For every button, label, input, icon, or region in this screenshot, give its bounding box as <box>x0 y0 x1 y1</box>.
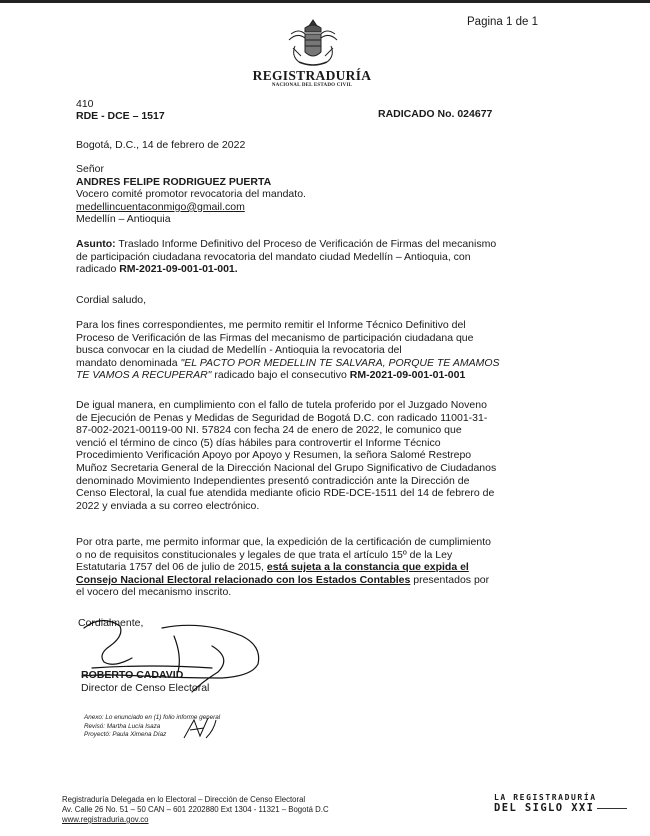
footer-slogan <box>494 793 627 814</box>
colombian-coat-of-arms-icon <box>285 18 341 68</box>
slogan-rule <box>597 808 627 809</box>
recipient-email-link[interactable]: medellincuentaconmigo@gmail.com <box>76 200 245 213</box>
subject-radicado: RM-2021-09-001-01-001. <box>119 263 238 276</box>
brand-subtitle: NACIONAL DEL ESTADO CIVIL <box>271 83 353 88</box>
p1-mechanism-name: "EL PACTO POR MEDELLIN TE SALVARA, PORQUE TE AMAMOS <box>180 356 500 369</box>
greeting: Cordial saludo, <box>76 294 147 306</box>
p1-line-4-prefix: mandato denominada <box>76 356 181 369</box>
brand-name: REGISTRADURÍA <box>252 68 372 83</box>
p2-line-4: venció el término de cinco (5) días hábiles para controvertir el Informe Técnico <box>76 436 441 449</box>
signatory-name: ROBERTO CADAVID <box>81 669 184 681</box>
p3-condition-1: está sujeta a la constancia que expida el <box>266 561 469 574</box>
p3-line-5: el vocero del mecanismo inscrito. <box>76 586 232 599</box>
slogan-top: LA REGISTRADURÍA <box>494 793 597 802</box>
p2-line-2: de Ejecución de Penas y Medidas de Seguridad de Bogotá D.C. con radicado 11001-31- <box>76 411 488 424</box>
p2-line-3: 87-002-2021-00119-00 NI. 57824 con fecha 24 de enero de 2022, le comunico que <box>76 424 462 437</box>
p2-line-9: 2022 y enviada a su correo electrónico. <box>76 499 260 512</box>
closing: Cordialmente, <box>78 617 144 629</box>
p3-line-1: Por otra parte, me permito informar que, la expedición de la certificación de cumplimiento <box>76 536 491 548</box>
recipient-name: ANDRES FELIPE RODRIGUEZ PUERTA <box>76 175 272 188</box>
p3-condition-2: Consejo Nacional Electoral relacionado con los Estados Contables <box>76 573 411 586</box>
subject-line-2: de participación ciudadana revocatoria del mandato ciudad Medellín – Antioquia, con <box>76 250 471 263</box>
paragraph-1 <box>76 319 552 382</box>
p3-line-3-prefix: Estatutaria 1757 del 06 de julio de 2015, <box>76 561 267 574</box>
reference-code: RDE - DCE – 1517 <box>76 110 165 122</box>
footer-website-link[interactable]: www.registraduria.gov.co <box>62 815 149 824</box>
letter-date: Bogotá, D.C., 14 de febrero de 2022 <box>76 139 246 151</box>
reference-number: 410 <box>76 98 94 110</box>
recipient-role: Vocero comité promotor revocatoria del mandato. <box>76 188 306 201</box>
page-number: Pagina 1 de 1 <box>467 16 538 28</box>
annotation-anexo: Anexo: Lo enunciado en (1) folio informe general <box>84 714 221 721</box>
p3-line-2: o no de requisitos constitucionales y legales de que trata el artículo 15º de la Ley <box>76 548 453 561</box>
paragraph-3 <box>76 536 552 599</box>
p2-line-8: Censo Electoral, la cual fue atendida mediante oficio RDE-DCE-1511 del 14 de febrero de <box>76 487 495 500</box>
recipient-salutation: Señor <box>76 163 105 175</box>
subject-label: Asunto: <box>76 238 116 250</box>
initials-mark <box>180 714 220 744</box>
p1-mechanism-name-end: TE VAMOS A RECUPERAR" <box>76 369 212 382</box>
subject-line-1: Traslado Informe Definitivo del Proceso de Verificación de Firmas del mecanismo <box>118 238 497 250</box>
annotation-reviso: Revisó: Martha Lucía Isaza <box>84 722 161 730</box>
subject-block <box>76 238 552 276</box>
annotation-proyecto: Proyectó: Paula Ximena Díaz <box>84 731 167 739</box>
p1-line-2: Proceso de Verificación de las Firmas del mecanismo de participación ciudadana que <box>76 331 474 344</box>
handwritten-signature <box>62 606 292 716</box>
p1-line-1: Para los fines correspondientes, me permito remitir el Informe Técnico Definitivo del <box>76 319 466 331</box>
p2-line-5: Procedimiento Verificación Apoyo por Apoyo y Resumen, la señora Salomé Restrepo <box>76 449 472 462</box>
footer-line-1: Registraduría Delegada en lo Electoral – Dirección de Censo Electoral <box>62 795 306 804</box>
subject-line-3-prefix: radicado <box>76 263 120 276</box>
recipient-city: Medellín – Antioquia <box>76 213 171 226</box>
radicado-number: RADICADO No. 024677 <box>378 108 493 120</box>
footer-address <box>62 795 329 825</box>
recipient-block <box>76 163 306 226</box>
p1-line-3: busca convocar en la ciudad de Medellín - Antioquia la revocatoria del <box>76 344 402 357</box>
paragraph-2 <box>76 399 552 512</box>
p1-radicado: RM-2021-09-001-01-001 <box>349 369 466 382</box>
signatory-title: Director de Censo Electoral <box>81 682 210 694</box>
p2-line-1: De igual manera, en cumplimiento con el fallo de tutela proferido por el Juzgado Noveno <box>76 399 487 411</box>
footer-line-2: Av. Calle 26 No. 51 – 50 CAN – 601 2202880 Ext 1304 - 11321 – Bogotá D.C <box>62 805 329 814</box>
top-border <box>0 0 650 3</box>
p2-line-6: Muñoz Secretaria General de la Dirección Nacional del Grupo Significativo de Ciudadanos <box>76 461 497 474</box>
p2-line-7: denominado Movimiento Independientes presentó contradicción ante la Dirección de <box>76 474 470 487</box>
letterhead-brand <box>252 68 372 88</box>
p3-line-4-suffix: presentados por <box>410 573 490 586</box>
p1-line-5-mid: radicado bajo el consecutivo <box>211 369 350 382</box>
slogan-bottom: DEL SIGLO XXI <box>494 802 595 814</box>
